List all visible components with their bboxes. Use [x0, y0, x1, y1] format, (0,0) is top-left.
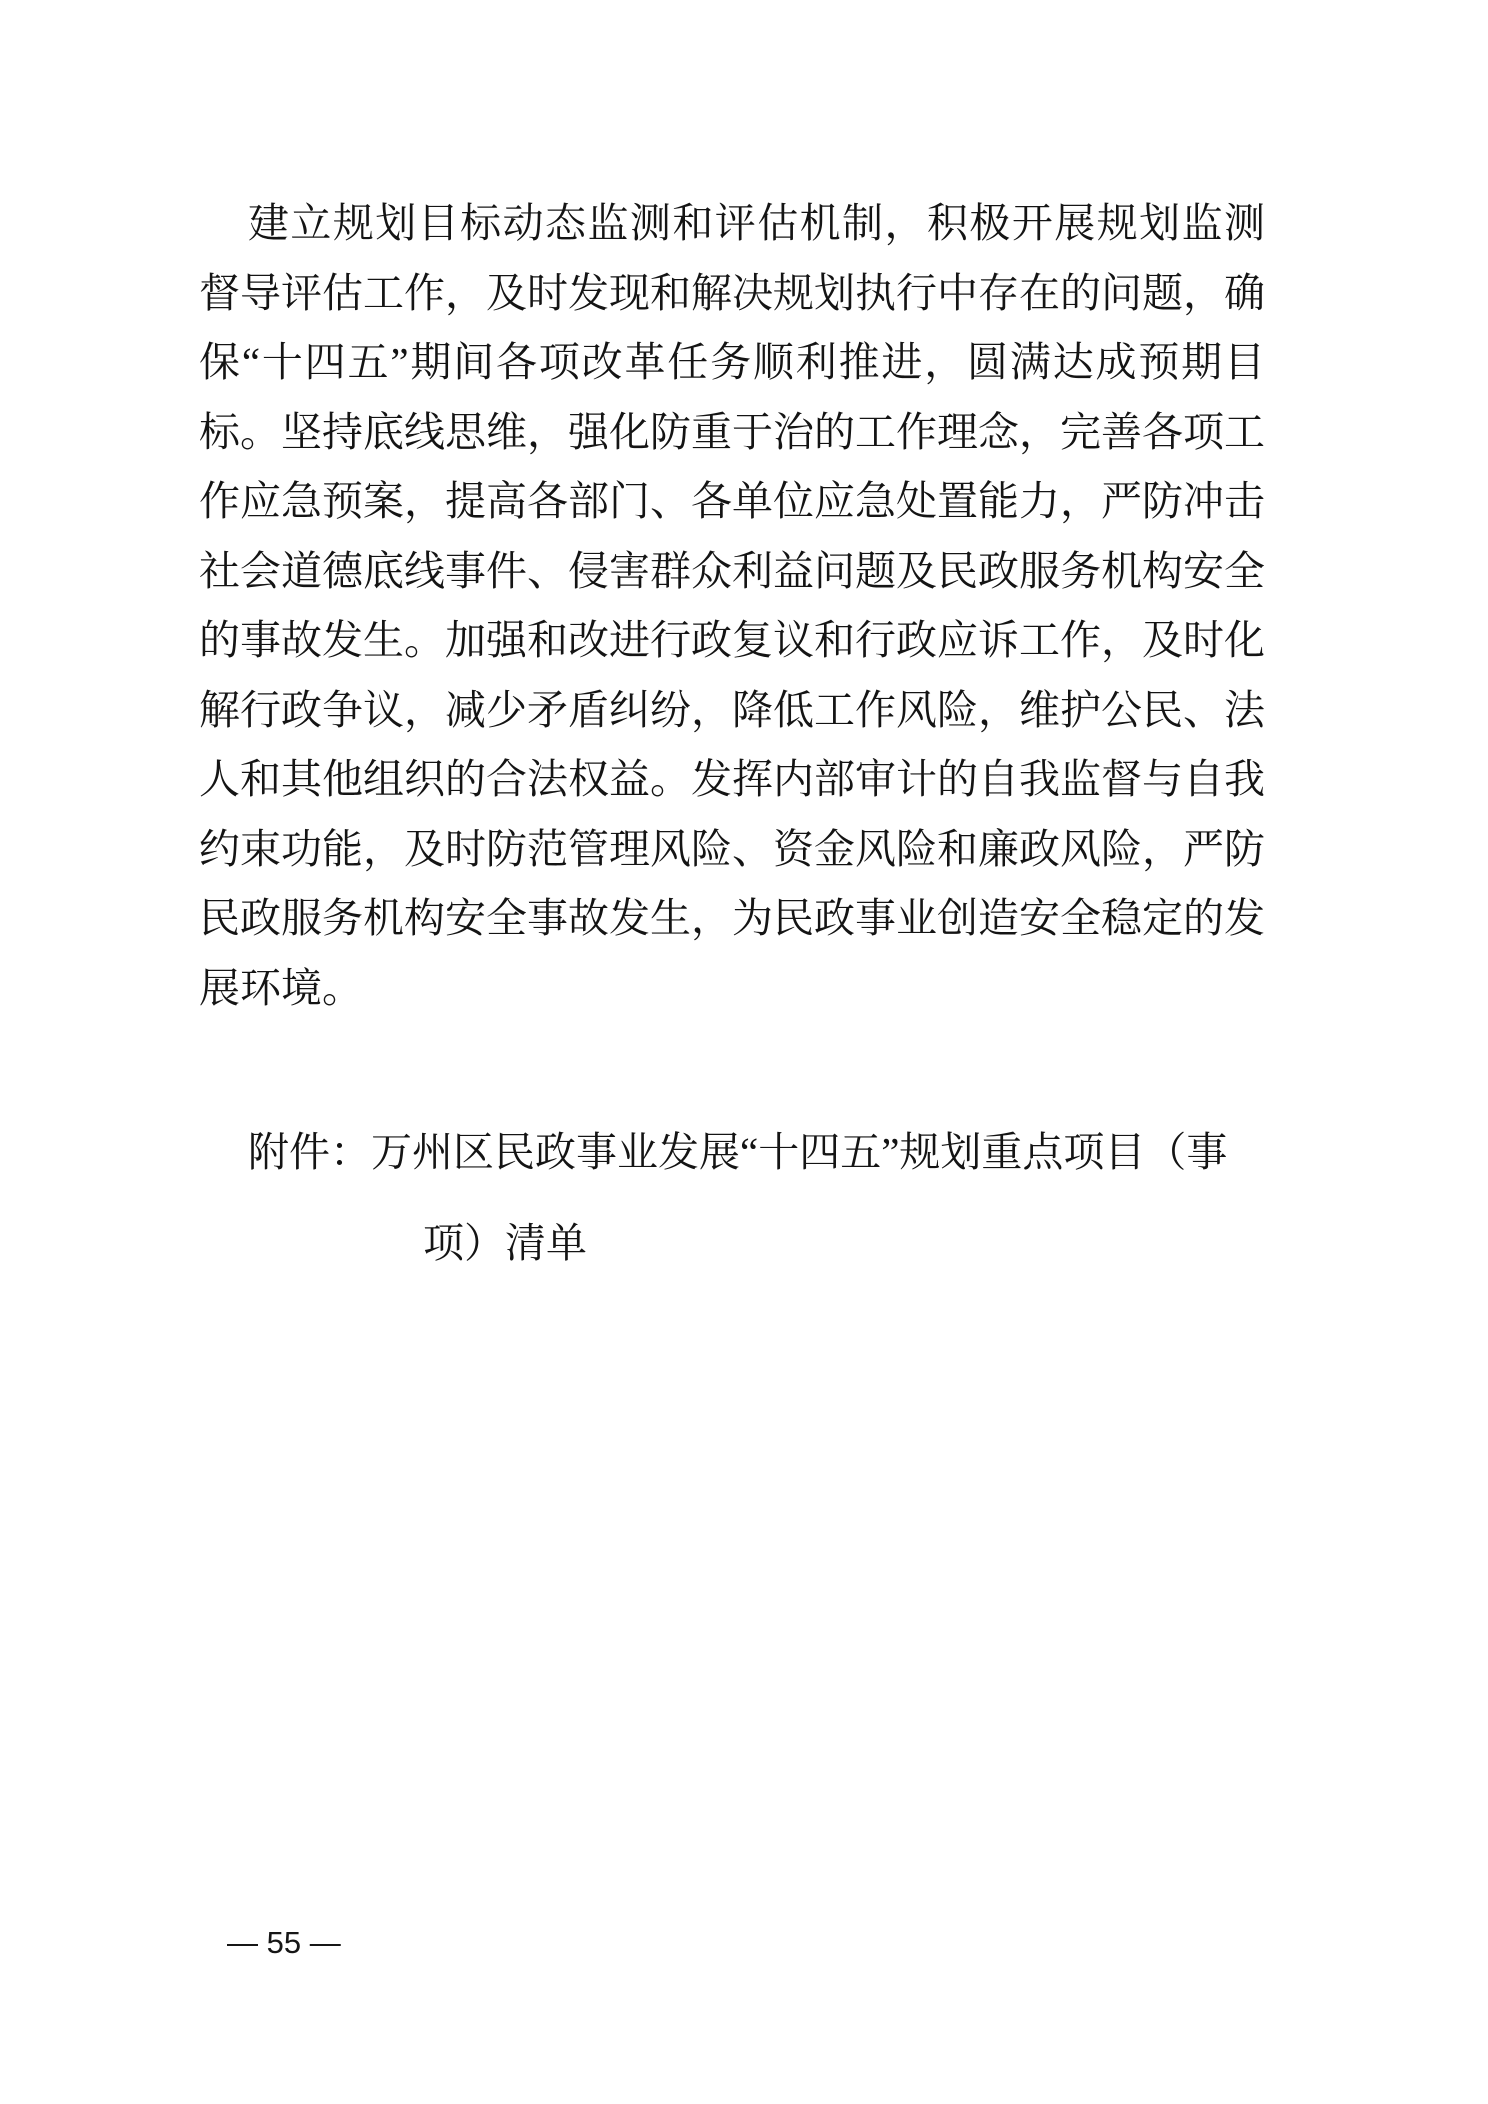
body-text-line: 标。坚持底线思维，强化防重于治的工作理念，完善各项工 [199, 408, 1265, 455]
body-text-line: 建立规划目标动态监测和评估机制，积极开展规划监测 [248, 200, 1265, 246]
body-text-line: 保“十四五”期间各项改革任务顺利推进，圆满达成预期目 [199, 339, 1265, 385]
attachment-reference-continuation: 项）清单 [423, 1220, 587, 1266]
body-paragraph [199, 189, 1265, 1023]
page-number: — 55 — [227, 1925, 341, 1960]
body-text-line: 约束功能，及时防范管理风险、资金风险和廉政风险，严防 [199, 825, 1265, 872]
body-text-line: 社会道德底线事件、侵害群众利益问题及民政服务机构安全 [199, 547, 1265, 594]
body-text-line: 民政服务机构安全事故发生，为民政事业创造安全稳定的发 [199, 895, 1265, 941]
body-text-line: 督导评估工作，及时发现和解决规划执行中存在的问题，确 [199, 269, 1265, 316]
body-text-line: 解行政争议，减少矛盾纠纷，降低工作风险，维护公民、法 [199, 686, 1265, 733]
attachment-reference-line: 附件：万州区民政事业发展“十四五”规划重点项目（事 [248, 1129, 1228, 1175]
body-text-line: 展环境。 [199, 964, 363, 1011]
body-text-line: 人和其他组织的合法权益。发挥内部审计的自我监督与自我 [199, 756, 1265, 802]
body-text-line: 作应急预案，提高各部门、各单位应急处置能力，严防冲击 [199, 478, 1265, 524]
body-text-line: 的事故发生。加强和改进行政复议和行政应诉工作，及时化 [199, 617, 1265, 663]
